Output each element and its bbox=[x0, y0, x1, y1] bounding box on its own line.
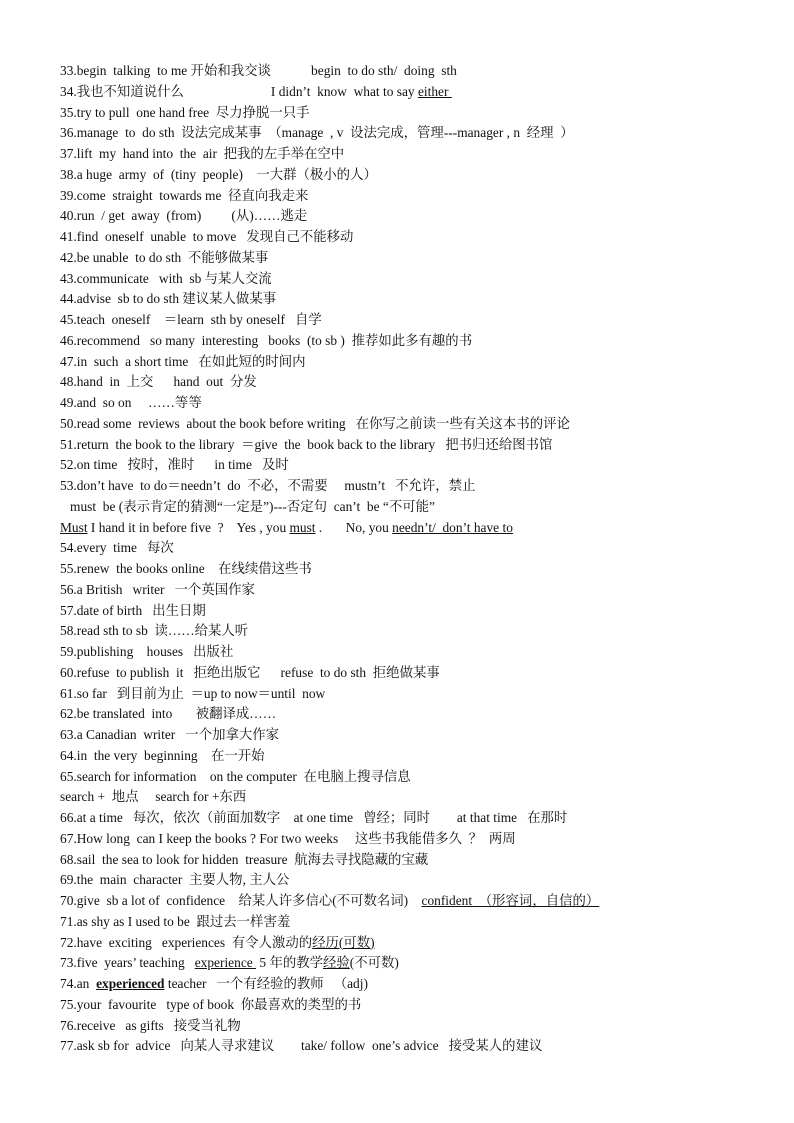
phrase-line bbox=[60, 1036, 760, 1057]
line-text: 44.advise sb to do sth 建议某人做某事 bbox=[60, 291, 277, 307]
line-text: 33.begin talking to me 开始和我交谈 begin to do sth/ doing sth bbox=[60, 63, 457, 78]
phrase-line bbox=[60, 684, 760, 705]
underlined-text: must bbox=[289, 519, 316, 535]
phrase-line bbox=[60, 435, 760, 456]
phrase-line bbox=[60, 331, 760, 352]
phrase-line bbox=[60, 850, 760, 871]
line-text: 46.recommend so many interesting books (to sb ) 推荐如此多有趣的书 bbox=[60, 332, 473, 348]
line-text: 76.receive as gifts 接受当礼物 bbox=[60, 1017, 241, 1033]
line-text: 56.a British writer 一个英国作家 bbox=[60, 581, 255, 597]
phrase-line bbox=[60, 455, 760, 476]
underlined-text: either bbox=[417, 83, 452, 99]
line-text: 62.be translated into 被翻译成…… bbox=[60, 706, 277, 722]
line-text: 64.in the very beginning 在一开始 bbox=[60, 747, 265, 763]
line-text: . No, you bbox=[315, 519, 393, 535]
line-text: 43.communicate with sb 与某人交流 bbox=[60, 270, 272, 286]
phrase-line bbox=[60, 538, 760, 559]
phrase-line bbox=[60, 352, 760, 373]
line-text: 42.be unable to do sth 不能够做某事 bbox=[60, 249, 269, 265]
phrase-line bbox=[60, 704, 760, 725]
line-text: 50.read some reviews about the book before writing 在你写之前读一些有关这本书的评论 bbox=[60, 415, 570, 431]
line-text: search + 地点 search for +东西 bbox=[60, 789, 247, 805]
phrase-line bbox=[60, 414, 760, 435]
line-text: teacher 一个有经验的教师 （adj) bbox=[164, 976, 368, 991]
line-text: 49.and so on ……等等 bbox=[60, 395, 202, 410]
phrase-line bbox=[60, 891, 760, 912]
phrase-line bbox=[60, 144, 760, 165]
line-text: 54.every time 每次 bbox=[60, 540, 174, 556]
line-text: (不可数) bbox=[349, 955, 399, 971]
phrase-line bbox=[60, 767, 760, 788]
line-text: 67.How long can I keep the books ? For two weeks 这些书我能借多久 ？ 两周 bbox=[60, 830, 516, 846]
underlined-text: experience bbox=[194, 955, 257, 971]
line-text: 70.give sb a lot of confidence 给某人许多信心(不可数名词) bbox=[60, 893, 422, 908]
line-text: 59.publishing houses 出版社 bbox=[60, 644, 234, 659]
phrase-line bbox=[60, 497, 760, 518]
phrase-line bbox=[60, 518, 760, 539]
phrase-line bbox=[60, 206, 760, 227]
phrase-line bbox=[60, 248, 760, 269]
line-text: 72.have exciting experiences 有令人激动的 bbox=[60, 934, 313, 950]
line-text: 65.search for information on the computer 在电脑上搜寻信息 bbox=[60, 768, 411, 784]
phrase-line bbox=[60, 372, 760, 393]
line-text: 57.date of birth 出生日期 bbox=[60, 602, 206, 618]
phrase-line bbox=[60, 580, 760, 601]
phrase-line bbox=[60, 227, 760, 248]
line-text: 40.run / get away (from) (从)……逃走 bbox=[60, 208, 308, 224]
line-text: 75.your favourite type of book 你最喜欢的类型的书 bbox=[60, 996, 362, 1012]
phrase-line bbox=[60, 787, 760, 808]
line-text: 61.so far 到目前为止 ＝up to now＝until now bbox=[60, 685, 326, 701]
phrase-line bbox=[60, 974, 760, 995]
line-text: 5 年的教学 bbox=[256, 955, 324, 971]
phrase-line bbox=[60, 289, 760, 310]
phrase-line bbox=[60, 165, 760, 186]
line-text: 58.read sth to sb 读……给某人听 bbox=[60, 623, 249, 639]
phrase-line bbox=[60, 725, 760, 746]
line-text: 74.an bbox=[60, 976, 97, 991]
phrase-line bbox=[60, 642, 760, 663]
line-text: 51.return the book to the library ＝give the book back to the library 把书归还给图书馆 bbox=[60, 436, 553, 452]
phrase-line bbox=[60, 476, 760, 497]
line-text: 41.find oneself unable to move 发现自己不能移动 bbox=[60, 229, 354, 244]
underlined-text: confident （形容词，自信的） bbox=[421, 893, 600, 908]
line-text: I hand it in before five ? Yes , you bbox=[87, 519, 290, 535]
underlined-text: needn’t/ don’t have to bbox=[392, 519, 513, 535]
phrase-line bbox=[60, 953, 760, 974]
underlined-text: 经验 bbox=[323, 955, 350, 971]
line-text: 73.five years’ teaching bbox=[60, 955, 195, 971]
line-text: 66.at a time 每次，依次（前面加数字 at one time 曾经；同时 at that time 在那时 bbox=[60, 810, 568, 825]
phrase-line bbox=[60, 186, 760, 207]
line-text: 36.manage to do sth 设法完成某事 （manage , v 设法完成，管理---manager , n 经理 ） bbox=[60, 125, 574, 141]
line-text: 55.renew the books online 在线续借这些书 bbox=[60, 561, 312, 576]
phrase-line bbox=[60, 559, 760, 580]
line-text: 60.refuse to publish it 拒绝出版它 refuse to do sth 拒绝做某事 bbox=[60, 664, 440, 680]
line-text: 53.don’t have to do＝needn’t do 不必，不需要 mustn’t 不允许，禁止 bbox=[60, 478, 476, 493]
phrase-line bbox=[60, 933, 760, 954]
phrase-line bbox=[60, 393, 760, 414]
line-text: 77.ask sb for advice 向某人寻求建议 take/ follow one’s advice 接受某人的建议 bbox=[60, 1038, 543, 1054]
phrase-line bbox=[60, 123, 760, 144]
line-text: 45.teach oneself ＝learn sth by oneself 自学 bbox=[60, 312, 322, 327]
line-text: 48.hand in 上交 hand out 分发 bbox=[60, 374, 257, 390]
phrase-line bbox=[60, 746, 760, 767]
line-text: 35.try to pull one hand free 尽力挣脱一只手 bbox=[60, 104, 310, 120]
line-text: 47.in such a short time 在如此短的时间内 bbox=[60, 353, 306, 369]
line-text: 52.on time 按时，准时 in time 及时 bbox=[60, 457, 289, 473]
line-text: 68.sail the sea to look for hidden treasure 航海去寻找隐藏的宝藏 bbox=[60, 851, 429, 867]
phrase-line bbox=[60, 82, 760, 103]
phrase-line bbox=[60, 310, 760, 331]
phrase-line bbox=[60, 621, 760, 642]
phrase-line bbox=[60, 1016, 760, 1037]
line-text: 34.我也不知道说什么 I didn’t know what to say bbox=[60, 83, 418, 99]
phrase-line bbox=[60, 663, 760, 684]
line-text: 37.lift my hand into the air 把我的左手举在空中 bbox=[60, 146, 345, 161]
line-text: 63.a Canadian writer 一个加拿大作家 bbox=[60, 727, 280, 742]
phrase-line bbox=[60, 829, 760, 850]
phrase-line bbox=[60, 870, 760, 891]
phrase-line bbox=[60, 103, 760, 124]
phrase-line bbox=[60, 912, 760, 933]
phrase-line bbox=[60, 995, 760, 1016]
underlined-text: experienced bbox=[96, 976, 165, 991]
phrase-line bbox=[60, 808, 760, 829]
line-text: must be (表示肯定的猜测“一定是”)---否定句 can’t be “不可能” bbox=[60, 498, 435, 514]
line-text: 71.as shy as I used to be 跟过去一样害羞 bbox=[60, 913, 291, 929]
line-text: 69.the main character 主要人物, 主人公 bbox=[60, 872, 290, 888]
underlined-text: Must bbox=[60, 519, 88, 535]
underlined-text: 经历(可数) bbox=[312, 934, 375, 950]
phrase-line bbox=[60, 601, 760, 622]
phrase-line bbox=[60, 269, 760, 290]
vocabulary-page bbox=[60, 61, 760, 1057]
line-text: 39.come straight towards me 径直向我走来 bbox=[60, 187, 309, 203]
phrase-line bbox=[60, 61, 760, 82]
line-text: 38.a huge army of (tiny people) 一大群（极小的人） bbox=[60, 166, 377, 182]
